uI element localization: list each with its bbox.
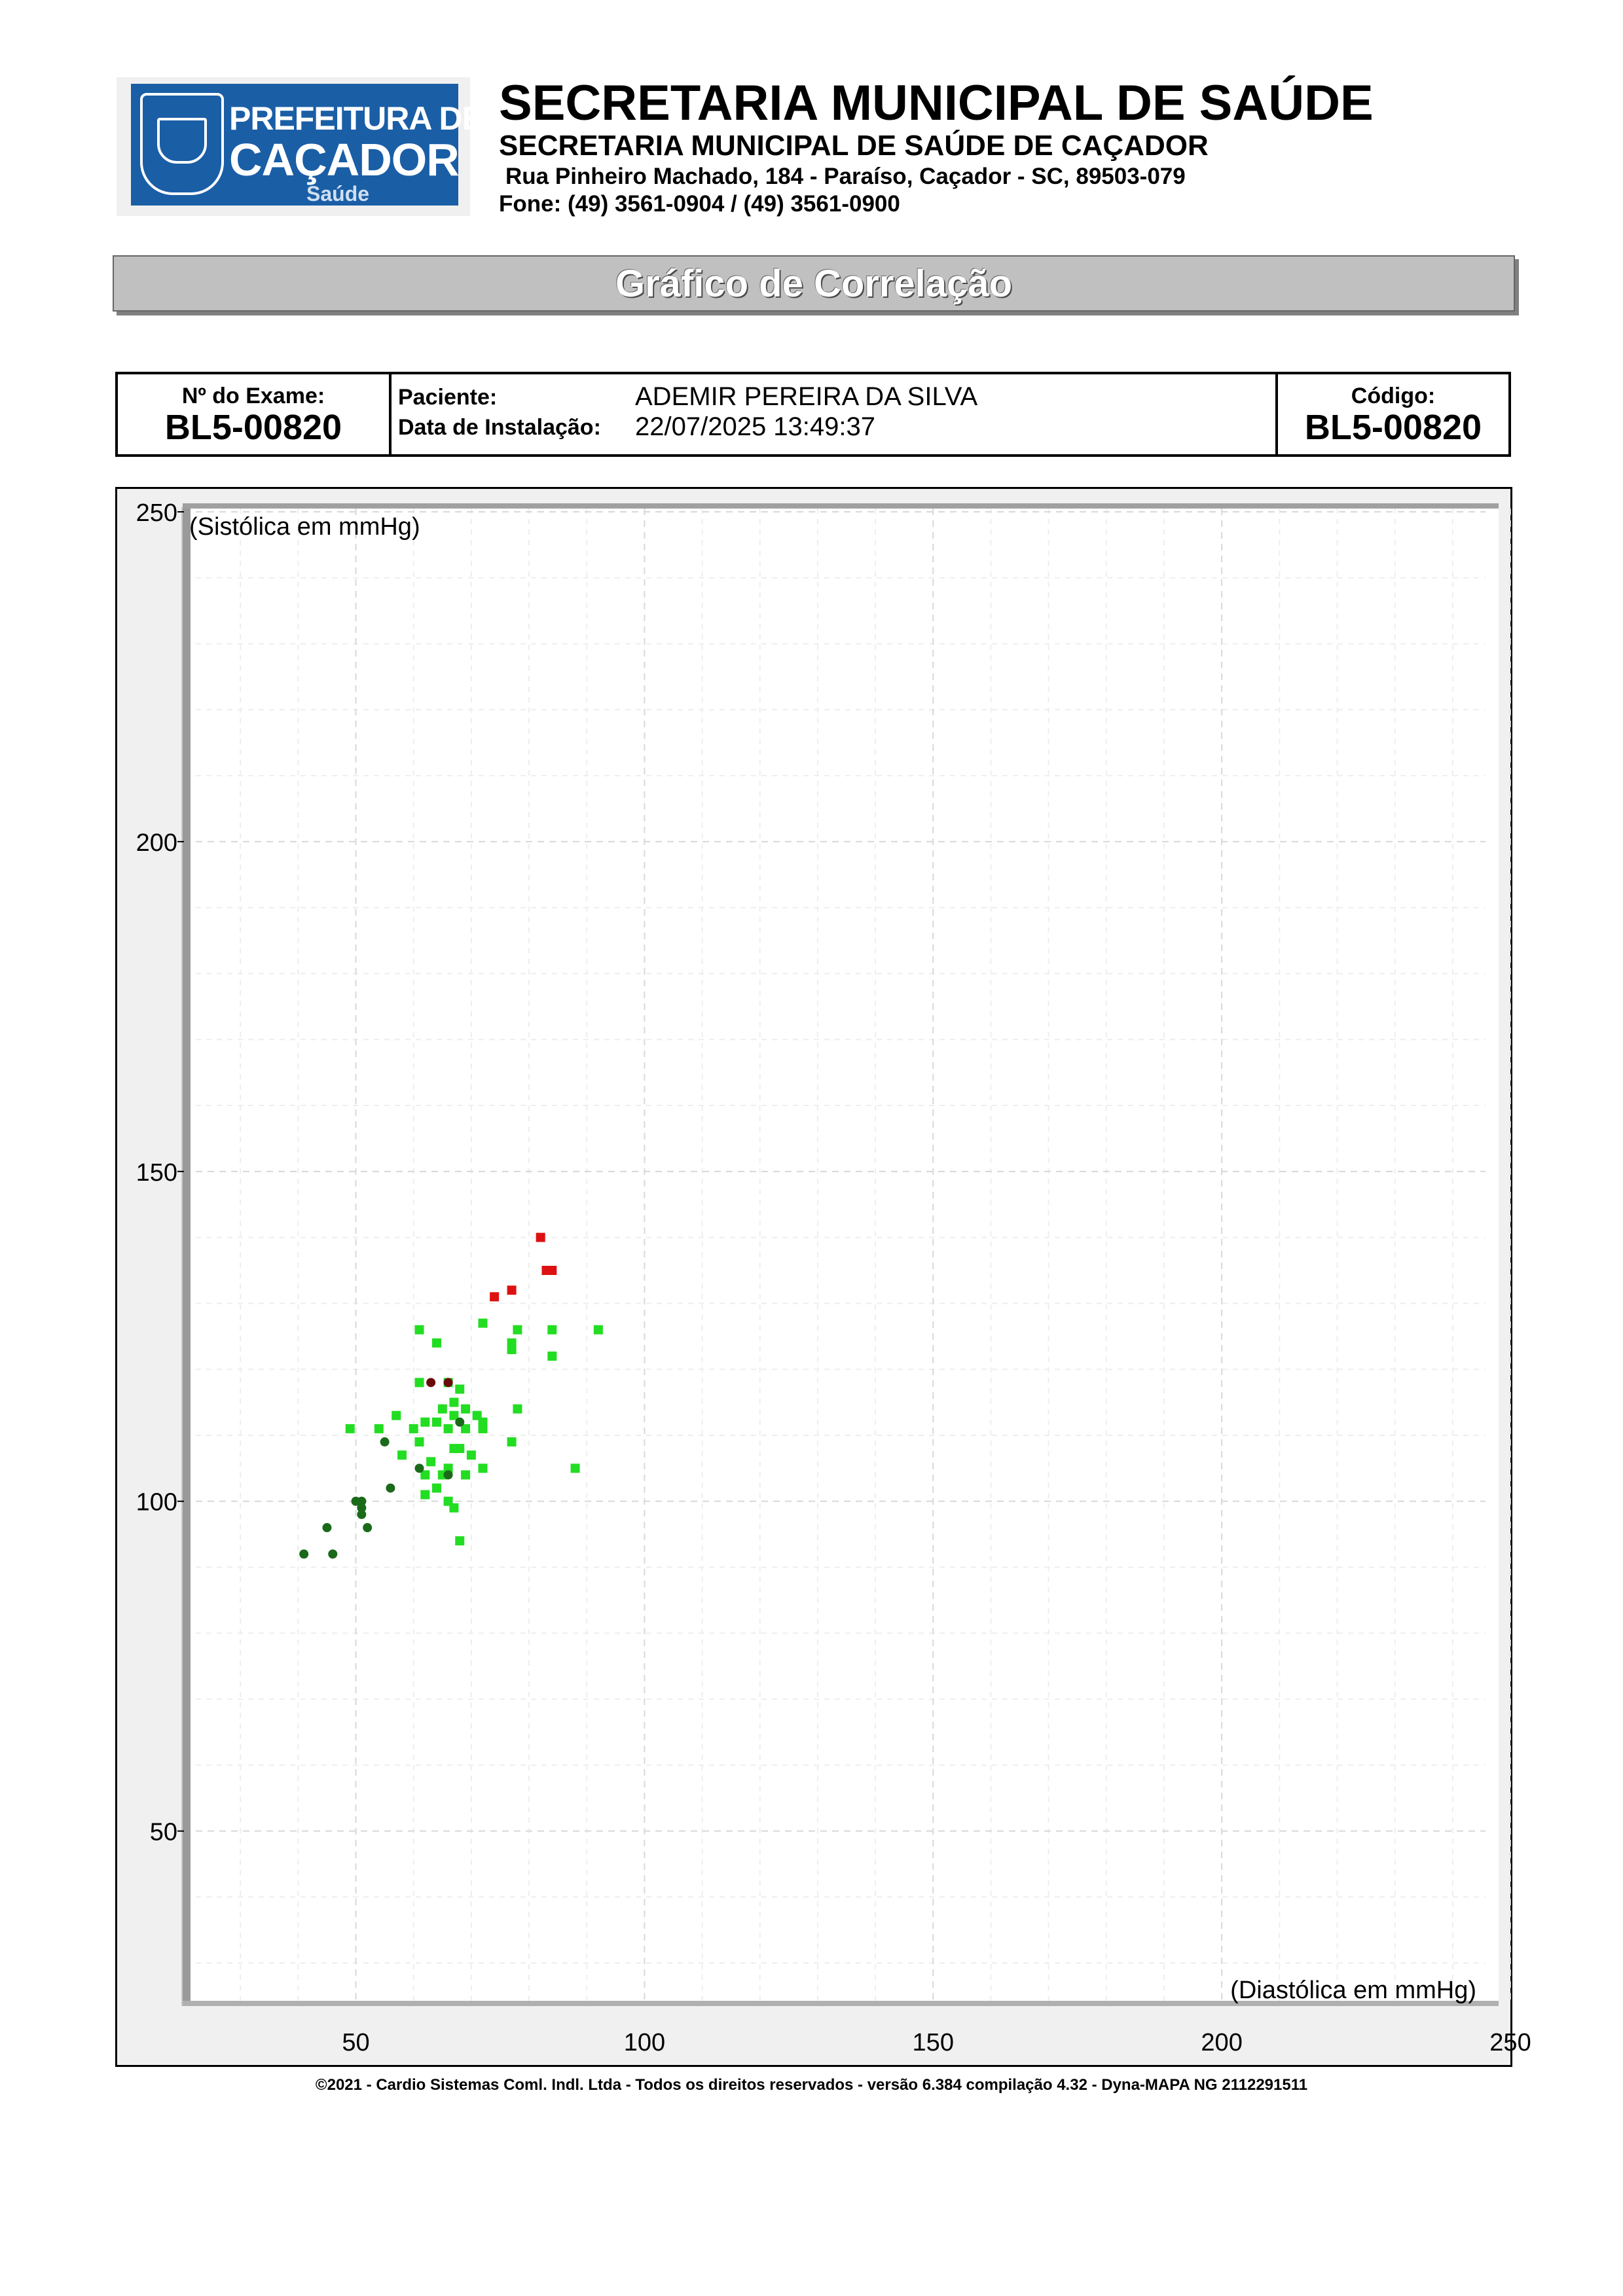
coat-of-arms-inner xyxy=(157,118,207,164)
chart-canvas xyxy=(117,489,1531,2065)
data-point-normal xyxy=(461,1405,470,1414)
data-point-normal xyxy=(479,1319,488,1328)
data-point-elevated xyxy=(536,1233,545,1242)
y-tick-label: 200 xyxy=(136,829,177,857)
x-tick-label: 50 xyxy=(342,2029,370,2056)
data-point-normal xyxy=(449,1503,458,1513)
logo-panel xyxy=(131,84,483,206)
data-point-normal xyxy=(455,1444,464,1453)
data-point-normal xyxy=(455,1536,464,1545)
data-point-sleep_elevated xyxy=(444,1378,453,1387)
coat-of-arms-icon xyxy=(140,93,224,195)
data-point-normal xyxy=(415,1325,424,1335)
data-point-normal xyxy=(461,1470,470,1479)
plot-area xyxy=(189,507,1499,2006)
code-label: Código: xyxy=(1351,384,1436,408)
data-point-normal xyxy=(479,1463,488,1473)
header-subtitle: SECRETARIA MUNICIPAL DE SAÚDE DE CAÇADOR xyxy=(499,130,1209,162)
data-point-sleep xyxy=(444,1470,453,1479)
data-point-sleep xyxy=(299,1549,308,1558)
y-tick-label: 150 xyxy=(136,1158,177,1187)
data-point-sleep xyxy=(380,1437,390,1446)
y-tick-label: 250 xyxy=(136,499,177,527)
code-value: BL5-00820 xyxy=(1304,408,1482,447)
patient-label: Paciente: xyxy=(398,385,498,410)
x-axis-label: (Diastólica em mmHg) xyxy=(1230,1977,1476,2004)
header-address: Rua Pinheiro Machado, 184 - Paraíso, Caçador - SC, 89503-079 xyxy=(505,164,1186,189)
data-point-normal xyxy=(547,1325,556,1335)
data-point-normal xyxy=(467,1450,476,1460)
y-tick-label: 100 xyxy=(136,1488,177,1516)
data-point-normal xyxy=(438,1405,447,1414)
exam-number-value: BL5-00820 xyxy=(164,408,342,447)
logo-line-2: CAÇADOR xyxy=(229,134,459,185)
data-point-normal xyxy=(455,1384,464,1393)
y-tick-label: 50 xyxy=(149,1818,177,1846)
data-point-normal xyxy=(513,1405,522,1414)
report-banner xyxy=(113,255,1515,312)
data-point-normal xyxy=(513,1325,522,1335)
plot-top-bevel xyxy=(183,503,1499,509)
data-point-normal xyxy=(432,1484,441,1493)
data-point-normal xyxy=(547,1352,556,1361)
footer-copyright: ©2021 - Cardio Sistemas Coml. Indl. Ltda - Todos os direitos reservados - versão 6.384 compilação 4.32 - Dyna-MAPA NG 2112291511 xyxy=(315,2076,1308,2094)
data-point-normal xyxy=(594,1325,603,1335)
data-point-elevated xyxy=(547,1266,556,1275)
data-point-elevated xyxy=(490,1292,499,1301)
x-tick-label: 200 xyxy=(1201,2029,1243,2056)
logo xyxy=(117,77,483,216)
data-point-sleep xyxy=(322,1523,331,1532)
data-point-normal xyxy=(426,1457,435,1466)
exam-info-box xyxy=(115,372,1511,457)
data-point-normal xyxy=(432,1338,441,1348)
data-point-normal xyxy=(397,1450,407,1460)
install-date-label: Data de Instalação: xyxy=(398,415,601,440)
header-phone: Fone: (49) 3561-0904 / (49) 3561-0900 xyxy=(499,191,900,217)
code-cell xyxy=(1275,374,1508,454)
data-point-sleep xyxy=(357,1510,366,1519)
data-point-normal xyxy=(346,1424,355,1433)
data-point-normal xyxy=(507,1345,517,1354)
report-title: Gráfico de Correlação xyxy=(615,262,1012,305)
data-point-sleep_elevated xyxy=(426,1378,435,1387)
data-point-normal xyxy=(420,1418,429,1427)
plot-left-bevel xyxy=(183,509,191,2005)
data-point-sleep xyxy=(363,1523,372,1532)
data-point-sleep xyxy=(455,1418,464,1427)
header-title: SECRETARIA MUNICIPAL DE SAÚDE xyxy=(499,75,1374,131)
exam-number-label: Nº do Exame: xyxy=(181,384,325,408)
x-tick-label: 250 xyxy=(1489,2029,1531,2056)
correlation-chart xyxy=(115,487,1531,2067)
data-point-sleep xyxy=(415,1463,424,1473)
patient-name: ADEMIR PEREIRA DA SILVA xyxy=(635,382,978,411)
data-point-normal xyxy=(571,1463,580,1473)
data-point-normal xyxy=(420,1490,429,1499)
data-point-normal xyxy=(415,1437,424,1446)
data-point-normal xyxy=(409,1424,418,1433)
data-point-sleep xyxy=(328,1549,337,1558)
logo-line-3: Saúde xyxy=(306,182,370,206)
data-point-normal xyxy=(374,1424,384,1433)
data-point-normal xyxy=(392,1411,401,1420)
data-point-normal xyxy=(432,1418,441,1427)
install-date-value: 22/07/2025 13:49:37 xyxy=(635,412,876,441)
data-point-normal xyxy=(449,1398,458,1407)
data-point-elevated xyxy=(507,1285,517,1295)
exam-number-cell xyxy=(118,374,392,454)
x-tick-label: 150 xyxy=(912,2029,954,2056)
data-point-normal xyxy=(415,1378,424,1387)
x-tick-label: 100 xyxy=(623,2029,666,2056)
data-point-sleep xyxy=(386,1484,395,1493)
data-point-normal xyxy=(444,1424,453,1433)
logo-line-1: PREFEITURA DE xyxy=(229,100,483,137)
data-point-normal xyxy=(507,1437,517,1446)
y-axis-label: (Sistólica em mmHg) xyxy=(189,513,420,541)
data-point-normal xyxy=(479,1424,488,1433)
